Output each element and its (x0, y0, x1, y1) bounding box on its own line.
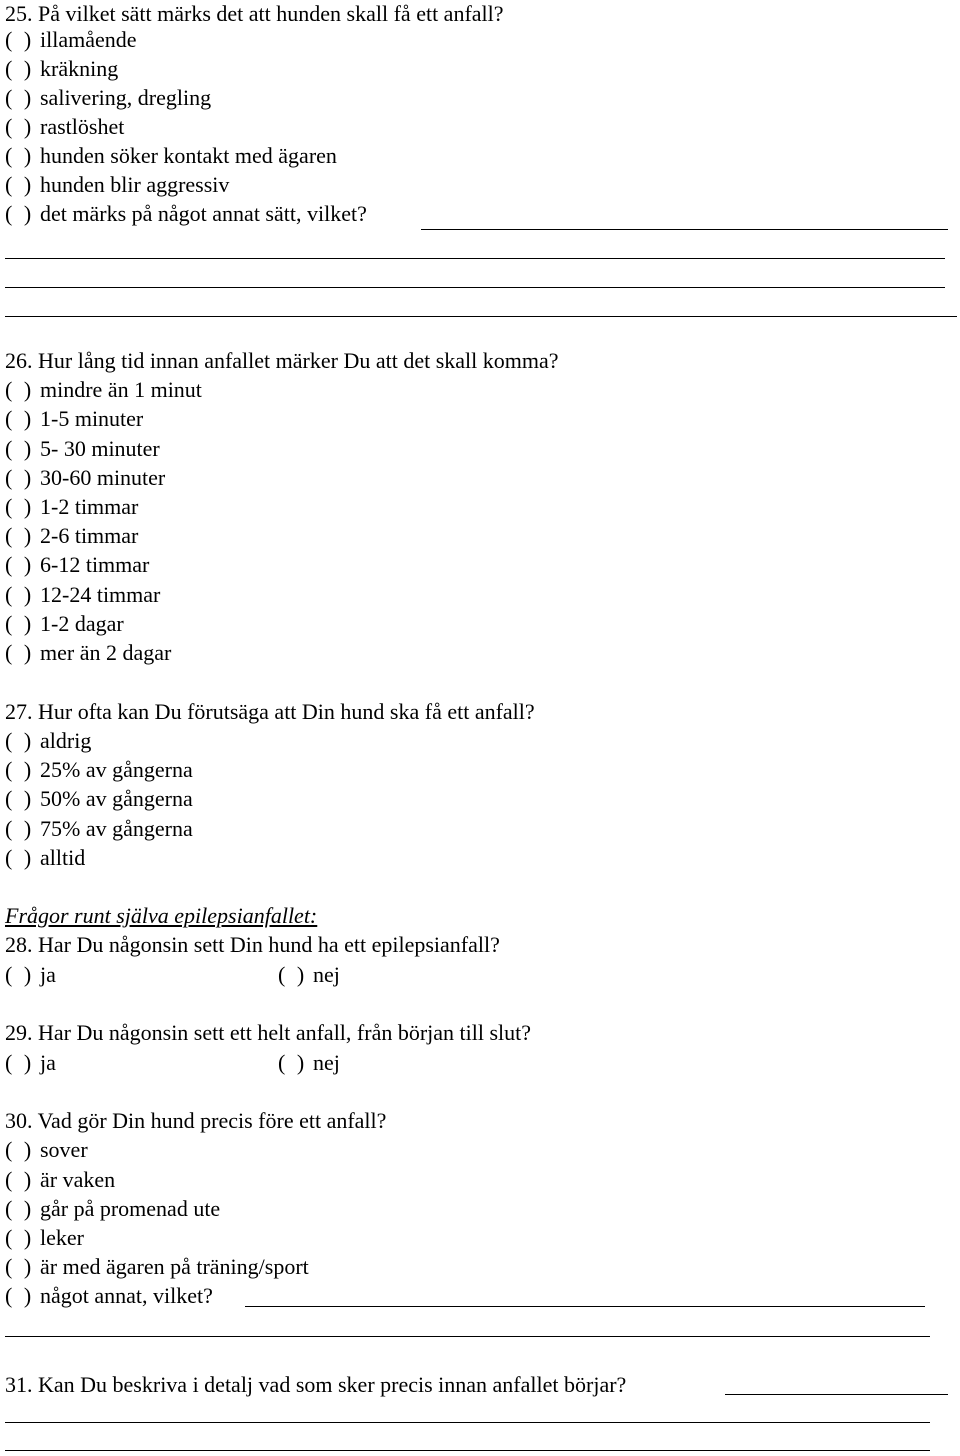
q30-option (5, 1225, 84, 1251)
checkbox[interactable]: ( ) (5, 728, 32, 753)
option-label: 1-5 minuter (40, 406, 144, 431)
option-label: 1-2 dagar (40, 611, 124, 636)
q26-option (5, 523, 138, 549)
q30-option (5, 1167, 115, 1193)
q25-option (5, 27, 137, 53)
q25-option (5, 56, 118, 82)
q31-title: 31. Kan Du beskriva i detalj vad som sker precis innan anfallet börjar? (5, 1372, 627, 1397)
q26-option (5, 377, 202, 403)
option-label: rastlöshet (40, 114, 125, 139)
q25-answer-line-inline[interactable] (421, 229, 948, 230)
checkbox[interactable]: ( ) (5, 640, 32, 665)
option-label: 6-12 timmar (40, 552, 150, 577)
q31-answer-line-2[interactable] (5, 1450, 930, 1451)
q25-option (5, 85, 211, 111)
q26-option (5, 582, 160, 608)
q31-answer-line-inline[interactable] (725, 1394, 948, 1395)
q29-option-yes (5, 1050, 56, 1076)
q25-answer-line-1[interactable] (5, 258, 945, 259)
option-label: 5- 30 minuter (40, 436, 160, 461)
checkbox[interactable]: ( ) (5, 552, 32, 577)
checkbox[interactable]: ( ) (5, 1283, 32, 1308)
q26-title: 26. Hur lång tid innan anfallet märker Du att det skall komma? (5, 348, 559, 373)
option-label: alltid (40, 845, 86, 870)
checkbox[interactable]: ( ) (5, 1225, 32, 1250)
checkbox[interactable]: ( ) (5, 172, 32, 197)
q26-option (5, 611, 124, 637)
checkbox[interactable]: ( ) (5, 786, 32, 811)
q26-option (5, 465, 165, 491)
option-label: går på promenad ute (40, 1196, 221, 1221)
section-heading: Frågor runt själva epilepsianfallet: (5, 903, 318, 928)
option-label: 12-24 timmar (40, 582, 161, 607)
q25-option-other (5, 201, 367, 227)
checkbox[interactable]: ( ) (5, 962, 32, 987)
q25-title: 25. På vilket sätt märks det att hunden skall få ett anfall? (5, 1, 504, 26)
option-label: är med ägaren på träning/sport (40, 1254, 309, 1279)
checkbox[interactable]: ( ) (5, 56, 32, 81)
q28-option-no (278, 962, 340, 988)
q26-option (5, 406, 143, 432)
option-label: salivering, dregling (40, 85, 212, 110)
checkbox[interactable]: ( ) (5, 465, 32, 490)
q30-option-other (5, 1283, 213, 1309)
checkbox[interactable]: ( ) (5, 757, 32, 782)
option-label: något annat, vilket? (40, 1283, 213, 1308)
q30-option (5, 1196, 220, 1222)
q28-title: 28. Har Du någonsin sett Din hund ha ett epilepsianfall? (5, 932, 500, 957)
option-label: hunden blir aggressiv (40, 172, 230, 197)
option-label: 50% av gångerna (40, 786, 193, 811)
q26-option (5, 436, 160, 462)
q26-option (5, 494, 138, 520)
option-label: mindre än 1 minut (40, 377, 202, 402)
checkbox[interactable]: ( ) (5, 494, 32, 519)
option-label: sover (40, 1137, 88, 1162)
option-label: illamående (40, 27, 137, 52)
checkbox[interactable]: ( ) (5, 85, 32, 110)
checkbox[interactable]: ( ) (5, 1050, 32, 1075)
checkbox[interactable]: ( ) (5, 816, 32, 841)
q29-option-no (278, 1050, 340, 1076)
q28-option-yes (5, 962, 56, 988)
option-label: 1-2 timmar (40, 494, 139, 519)
checkbox[interactable]: ( ) (5, 436, 32, 461)
option-label: hunden söker kontakt med ägaren (40, 143, 337, 168)
checkbox[interactable]: ( ) (5, 1254, 32, 1279)
q27-option (5, 845, 85, 871)
q30-option (5, 1254, 309, 1280)
q30-answer-line-1[interactable] (5, 1336, 930, 1337)
q25-answer-line-2[interactable] (5, 287, 945, 288)
q25-answer-line-3[interactable] (5, 316, 957, 317)
checkbox[interactable]: ( ) (5, 1196, 32, 1221)
q26-option (5, 552, 149, 578)
checkbox[interactable]: ( ) (278, 1050, 305, 1075)
checkbox[interactable]: ( ) (5, 611, 32, 636)
checkbox[interactable]: ( ) (278, 962, 305, 987)
option-label: nej (313, 1050, 340, 1075)
checkbox[interactable]: ( ) (5, 201, 32, 226)
q27-option (5, 728, 91, 754)
option-label: är vaken (40, 1167, 116, 1192)
q25-option (5, 114, 124, 140)
q30-title: 30. Vad gör Din hund precis före ett anfall? (5, 1108, 387, 1133)
option-label: 2-6 timmar (40, 523, 139, 548)
checkbox[interactable]: ( ) (5, 377, 32, 402)
option-label: mer än 2 dagar (40, 640, 172, 665)
q31-answer-line-1[interactable] (5, 1422, 930, 1423)
checkbox[interactable]: ( ) (5, 1137, 32, 1162)
q27-option (5, 757, 193, 783)
q25-option (5, 172, 229, 198)
q27-option (5, 816, 193, 842)
q25-option (5, 143, 337, 169)
option-label: 30-60 minuter (40, 465, 166, 490)
option-label: 25% av gångerna (40, 757, 193, 782)
option-label: kräkning (40, 56, 119, 81)
option-label: aldrig (40, 728, 92, 753)
checkbox[interactable]: ( ) (5, 406, 32, 431)
checkbox[interactable]: ( ) (5, 582, 32, 607)
checkbox[interactable]: ( ) (5, 143, 32, 168)
q29-title: 29. Har Du någonsin sett ett helt anfall, från början till slut? (5, 1020, 532, 1045)
option-label: ja (40, 962, 56, 987)
q27-title: 27. Hur ofta kan Du förutsäga att Din hund ska få ett anfall? (5, 699, 535, 724)
checkbox[interactable]: ( ) (5, 1167, 32, 1192)
option-label: ja (40, 1050, 56, 1075)
q26-option (5, 640, 171, 666)
checkbox[interactable]: ( ) (5, 27, 32, 52)
checkbox[interactable]: ( ) (5, 114, 32, 139)
option-label: 75% av gångerna (40, 816, 193, 841)
checkbox[interactable]: ( ) (5, 845, 32, 870)
option-label: det märks på något annat sätt, vilket? (40, 201, 367, 226)
option-label: nej (313, 962, 340, 987)
option-label: leker (40, 1225, 84, 1250)
q27-option (5, 786, 193, 812)
q30-answer-line-inline[interactable] (245, 1306, 925, 1307)
checkbox[interactable]: ( ) (5, 523, 32, 548)
q30-option (5, 1137, 88, 1163)
